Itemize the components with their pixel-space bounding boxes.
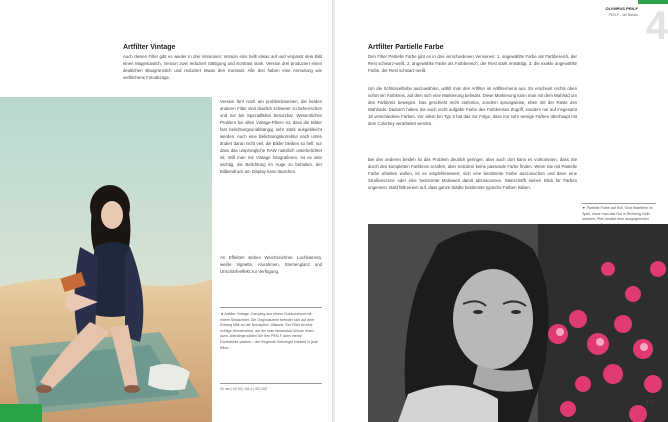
right-paragraph-3: Bei den anderen beiden ist das Problem deutlich geringer, aber auch dort kann es vorkommen, dass Sie durch den kompletten Farbkreis scrollen, aber trotzdem keine passende Farbe finden. Wenn Sie mit Partielle Farbe arbeiten wollen, ist es empfehlenswert, sich eine bestimmte Farbe auszusuchen und dann eine Straßenszene oder eine bestimmte Motivwelt damit abzuscannen. Manschäfft seinen Blick für Farben ungemein. Bald fällt einem auf, dass ganze Städte bestimmte typische Farben haben.	[368, 157, 577, 190]
right-caption-text: Partielle Farbe auf Rot. Sind Haarfilme im Spiel, muss man das Rot in Richtung Gelb nehmen, Pink bewirkt eine ausgegrenzten	[582, 206, 653, 222]
right-heading: Artfilter Partielle Farbe	[368, 44, 444, 51]
left-caption	[220, 312, 320, 351]
page-number: 113	[646, 400, 654, 406]
right-caption-divider	[582, 203, 656, 204]
left-page	[0, 0, 333, 422]
right-page	[335, 0, 668, 422]
running-header-title: OLYMPUS PEN-F	[605, 6, 638, 11]
running-header-subtitle: PEN-F – die Basics	[608, 13, 638, 17]
exif-divider	[220, 383, 322, 384]
left-intro-text: Auch diesen Filter gibt es wieder in drei Versionen: Version eins hellt etwas auf und verpasst dem Bild einen Magentastich, Version zwei reduziert Sättigung und Kontrast stark. Version drei produziert einen deutlichen Blaugrünstich und reduziert etwas den Kontrast. Alle drei haben eine Anmutung wie verblichene Fotoabzüge.	[123, 54, 322, 80]
right-intro-text: Den Filter Partielle Farbe gibt es in drei verschiedenen Versionen: 1. angewählte Farbe als Farbbereich, der Rest schwarz-weiß, 2. angewählte Farbe als Farbbereich, der Rest stark entsättigt, 3. die exakte angewählte Farbe, der Rest schwarz-weiß.	[368, 54, 577, 73]
chapter-accent-bar	[638, 0, 668, 4]
green-corner-tab	[0, 404, 42, 422]
caption-arrow-icon: ▼	[582, 206, 587, 210]
right-paragraph-2: Um die Schlüsselfarbe auszuwählen, wählt man den Artfilter im Artfiltermenü aus. Es erscheint rechts oben sofort ein Farbkreis, auf dem sich eine Markierung befindet. Diese Markierung kann man mit dem Wahlrad um den Farbkreis bewegen. Das geschieht recht stufenlos, sondern sprungweise, eben mit der Raste des Wahlrads. Dadurch haben Sie auch recht aufgabe Farbe des Farbkreises Zugriff, sondern nur auf insgesamt 18 verschiedene Farben. Vor allem bei Typ 3 hat das zur Folge, dass nur sehr wenige Farben überhaupt mit dem Colorkey verarbeitet werden.	[368, 86, 577, 126]
caption-arrow-icon: ◄	[220, 312, 225, 316]
chapter-number: 4	[645, 4, 668, 48]
left-exif: 30 mm | f/2.00 | 1/6,4 | ISO 200	[220, 387, 268, 391]
left-heading: Artfilter Vintage	[123, 44, 176, 51]
caption-divider	[220, 307, 322, 308]
vintage-photo	[0, 97, 212, 422]
left-caption-text: Artfilter Vintage. Camping aus einem Outdoorshoot mit einem Stirdachset. Die Originalszene befindet sich auf dem Rotweg Milk an der Nordspitze Jütlands. Der Filter ist eine richtige Wunderdüne, auf der man fantastisch Würde lesen kann. Allerdings sollten Sie Ihre PEN-F dann meine Fundstücke packen – der fliegende Schmirgel knirscht in jede Ritze.	[220, 312, 318, 350]
left-column-text-2: An Effekten stehen Weichzeichner, Lochkamera, weiße Vignette, Alurahmen, Sternenglanz und Unschärfeeffekt zur Verfügung.	[220, 255, 322, 274]
left-column-text: Version fünf noch am problemlosesten, die beiden anderen Filter sind deutlich schwerer zu beherrschen und nur bei Spezialfällen benutzbar. Wesentliches Problem bei allen Vintage-Filtern ist, dass die Bilder fast belichtungsunabhängig sehr stark ausgebleicht werden. Auch eine Belichtungskorrektur nach unten ändert daran nicht viel, die Bilder bleiben so hell; nur dass das ursprüngliche RAW natürlich unterbelichtet ist. Will man mit Vintage fotografieren, ist es also wichtig, die Belichtung im Auge zu behalten, der Bildeindruck am Display kann täuschen.	[220, 99, 322, 174]
partial-color-photo	[368, 224, 668, 422]
